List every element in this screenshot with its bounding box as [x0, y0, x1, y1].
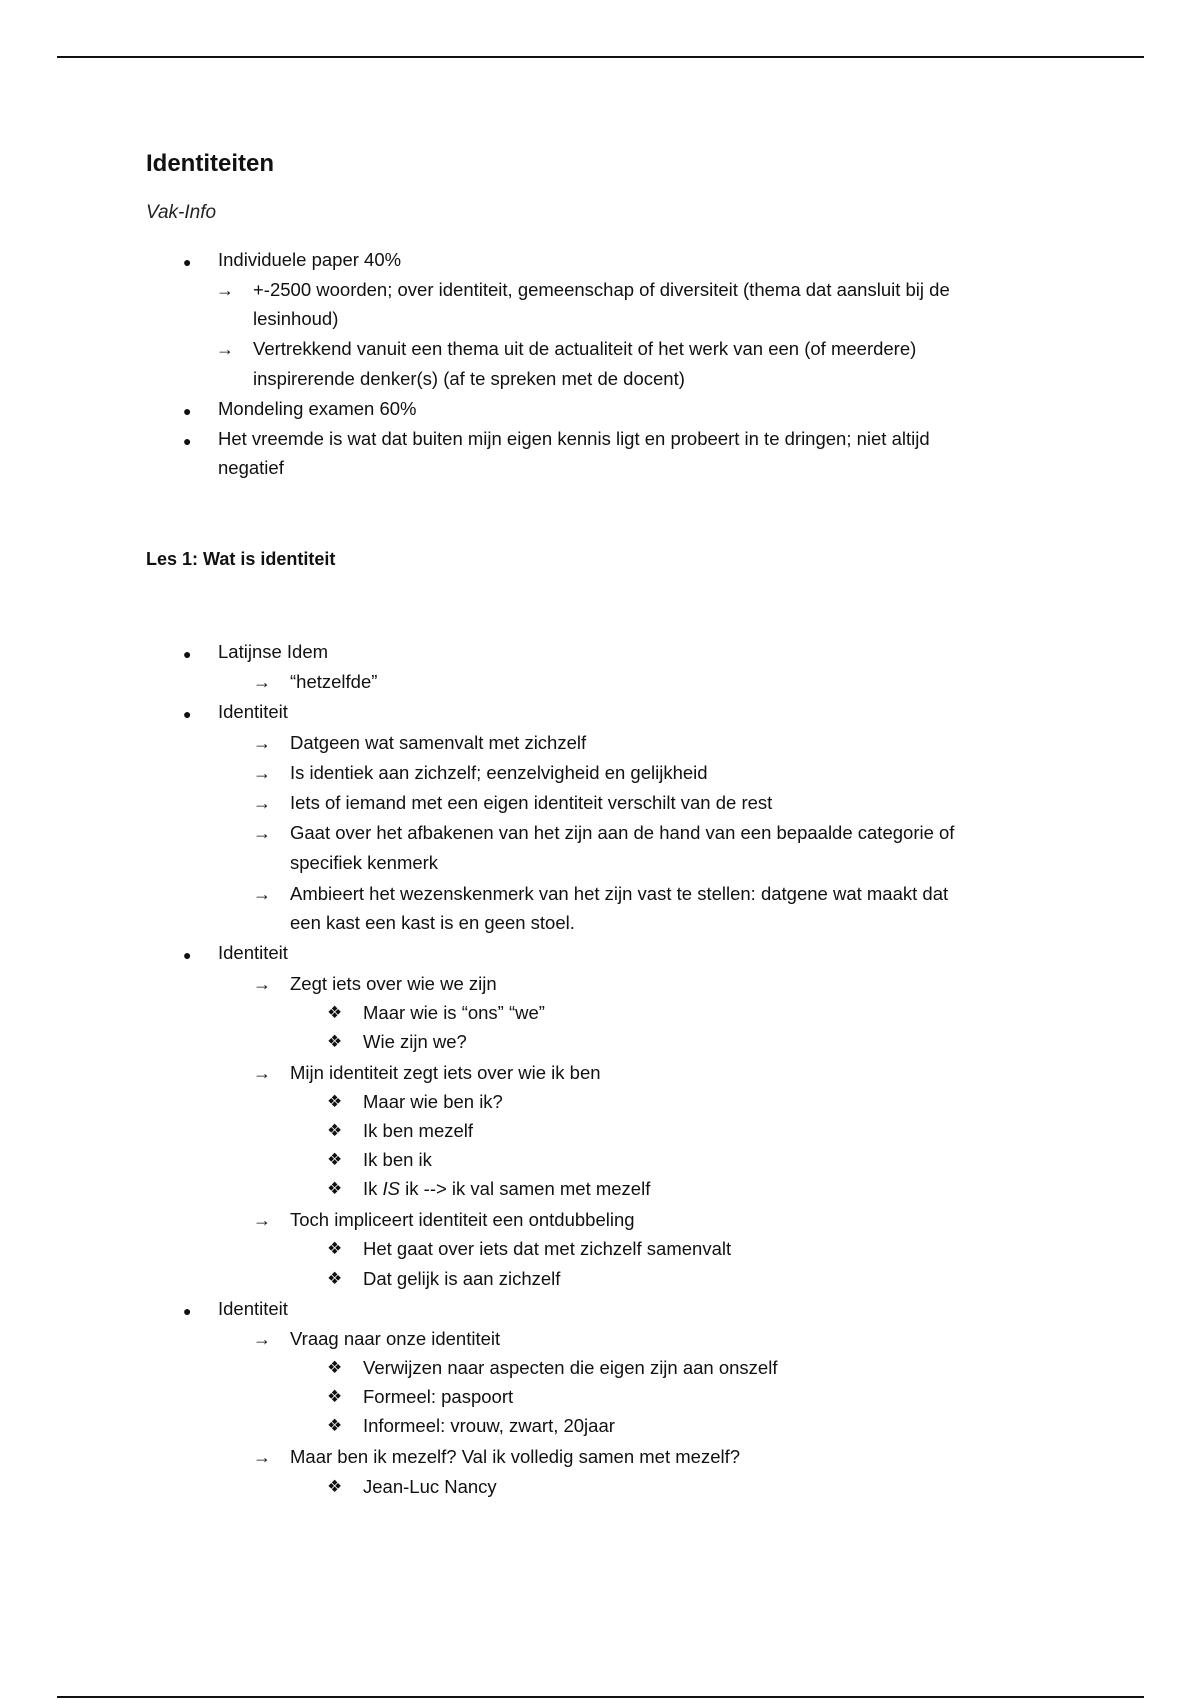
bullet-icon: ●: [183, 1303, 192, 1319]
diamond-bullet-icon: ❖: [327, 1092, 343, 1111]
list-item: Wie zijn we?: [363, 1031, 467, 1052]
lesson-heading: Les 1: Wat is identiteit: [146, 549, 336, 569]
bullet-icon: ●: [183, 254, 192, 270]
list-item: Individuele paper 40%: [218, 249, 402, 270]
bullet-icon: ●: [183, 706, 192, 722]
list-item-continued: lesinhoud): [253, 308, 339, 329]
arrow-icon: →: [253, 1329, 271, 1349]
list-item: Dat gelijk is aan zichzelf: [363, 1268, 561, 1289]
list-item: Maar wie ben ik?: [363, 1091, 503, 1112]
diamond-bullet-icon: ❖: [327, 1003, 343, 1022]
list-item: Gaat over het afbakenen van het zijn aan de hand van een bepaalde categorie of: [290, 822, 955, 843]
list-item: Verwijzen naar aspecten die eigen zijn aan onszelf: [363, 1357, 778, 1378]
list-item: Maar ben ik mezelf? Val ik volledig samen met mezelf?: [290, 1446, 741, 1467]
list-item: Vraag naar onze identiteit: [290, 1328, 501, 1349]
arrow-icon: →: [253, 793, 271, 813]
diamond-bullet-icon: ❖: [327, 1416, 343, 1435]
arrow-icon: →: [253, 1447, 271, 1467]
list-item: Identiteit: [218, 1298, 288, 1319]
list-item: Mondeling examen 60%: [218, 398, 417, 419]
diamond-bullet-icon: ❖: [327, 1387, 343, 1406]
list-item: [363, 1179, 650, 1199]
list-item: Jean-Luc Nancy: [363, 1476, 497, 1497]
arrow-icon: →: [253, 672, 271, 692]
arrow-icon: →: [253, 733, 271, 753]
list-item: Mijn identiteit zegt iets over wie ik ben: [290, 1062, 601, 1083]
list-item: Latijnse Idem: [218, 641, 329, 662]
list-item-continued: negatief: [218, 457, 284, 478]
list-item-continued: een kast een kast is en geen stoel.: [290, 912, 575, 933]
arrow-icon: →: [216, 280, 234, 300]
list-item: Identiteit: [218, 942, 288, 963]
list-item: “hetzelfde”: [290, 671, 378, 692]
list-item: Het vreemde is wat dat buiten mijn eigen kennis ligt en probeert in te dringen; niet altijd: [218, 428, 930, 449]
list-item: Ik ben mezelf: [363, 1120, 474, 1141]
list-item: Vertrekkend vanuit een thema uit de actualiteit of het werk van een (of meerdere): [253, 338, 917, 359]
arrow-icon: →: [253, 763, 271, 783]
list-item: Toch impliceert identiteit een ontdubbeling: [290, 1209, 635, 1230]
arrow-icon: →: [253, 823, 271, 843]
bullet-icon: ●: [183, 646, 192, 662]
bullet-icon: ●: [183, 403, 192, 419]
section-subtitle: Vak-Info: [146, 202, 217, 223]
list-item: Het gaat over iets dat met zichzelf samenvalt: [363, 1238, 732, 1259]
list-item: Ik ben ik: [363, 1149, 432, 1170]
diamond-bullet-icon: ❖: [327, 1179, 343, 1198]
text-run: ik --> ik val samen met mezelf: [400, 1178, 651, 1199]
list-item: Iets of iemand met een eigen identiteit verschilt van de rest: [290, 792, 773, 813]
footer-rule: [57, 1696, 1144, 1698]
text-run: Ik: [363, 1178, 383, 1199]
diamond-bullet-icon: ❖: [327, 1150, 343, 1169]
diamond-bullet-icon: ❖: [327, 1358, 343, 1377]
list-item: Identiteit: [218, 701, 288, 722]
bullet-icon: ●: [183, 433, 192, 449]
diamond-bullet-icon: ❖: [327, 1239, 343, 1258]
list-item: Is identiek aan zichzelf; eenzelvigheid en gelijkheid: [290, 762, 708, 783]
arrow-icon: →: [253, 974, 271, 994]
diamond-bullet-icon: ❖: [327, 1032, 343, 1051]
list-item: Ambieert het wezenskenmerk van het zijn vast te stellen: datgene wat maakt dat: [290, 883, 949, 904]
arrow-icon: →: [216, 339, 234, 359]
diamond-bullet-icon: ❖: [327, 1121, 343, 1140]
list-item-continued: inspirerende denker(s) (af te spreken met de docent): [253, 368, 685, 389]
list-item-continued: specifiek kenmerk: [290, 852, 439, 873]
list-item: Informeel: vrouw, zwart, 20jaar: [363, 1415, 615, 1436]
bullet-icon: ●: [183, 947, 192, 963]
list-item: +-2500 woorden; over identiteit, gemeenschap of diversiteit (thema dat aansluit bij de: [253, 279, 950, 300]
arrow-icon: →: [253, 1210, 271, 1230]
diamond-bullet-icon: ❖: [327, 1477, 343, 1496]
arrow-icon: →: [253, 1063, 271, 1083]
arrow-icon: →: [253, 884, 271, 904]
page-title: Identiteiten: [146, 150, 275, 177]
emphasis-text: IS: [382, 1178, 401, 1199]
list-item: Datgeen wat samenvalt met zichzelf: [290, 732, 587, 753]
diamond-bullet-icon: ❖: [327, 1269, 343, 1288]
list-item: Formeel: paspoort: [363, 1386, 514, 1407]
list-item: Maar wie is “ons” “we”: [363, 1002, 545, 1023]
list-item: Zegt iets over wie we zijn: [290, 973, 497, 994]
